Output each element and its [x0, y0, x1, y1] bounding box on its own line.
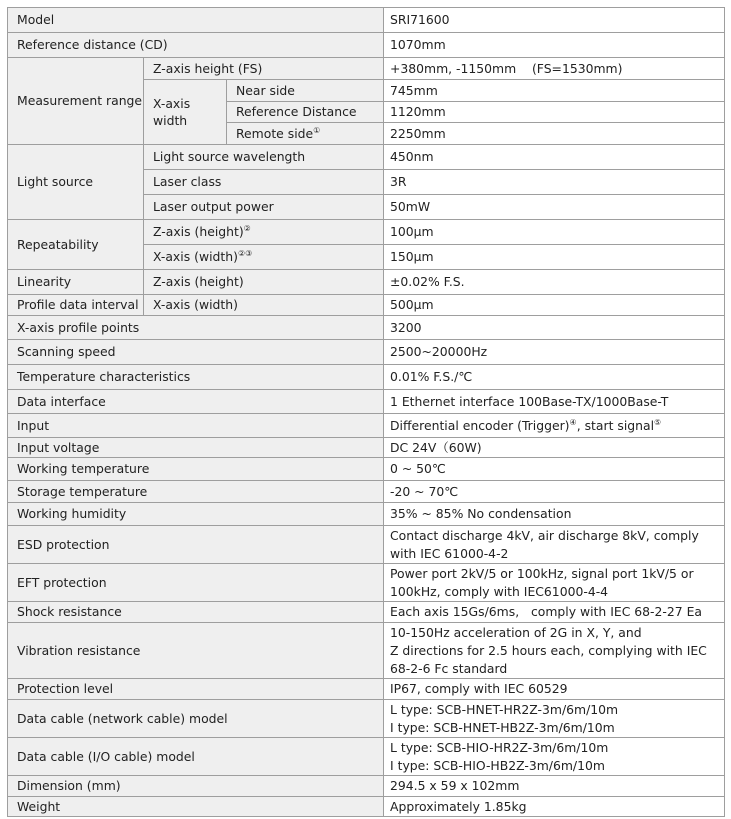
label-working-temperature: Working temperature — [8, 458, 384, 481]
value-model: SRI71600 — [384, 8, 725, 33]
footnote-marker: ②③ — [237, 248, 253, 258]
vibration-line-2: Z directions for 2.5 hours each, complying with IEC — [390, 642, 707, 658]
label-profile-interval: Profile data interval — [8, 295, 144, 316]
input-text-1: Differential encoder (Trigger) — [390, 417, 570, 433]
label-scanning-speed: Scanning speed — [8, 340, 384, 365]
label-esd-protection: ESD protection — [8, 526, 384, 564]
table-row — [8, 679, 725, 700]
label-repeatability-x — [144, 245, 384, 270]
table-row — [8, 438, 725, 458]
label-dimension: Dimension (mm) — [8, 776, 384, 797]
footnote-marker: ① — [313, 125, 321, 135]
value-laser-class: 3R — [384, 170, 725, 195]
table-row — [8, 623, 725, 679]
table-row — [8, 458, 725, 481]
table-row — [8, 33, 725, 58]
vibration-line-3: 68-2-6 Fc standard — [390, 660, 508, 676]
remote-side-text: Remote side — [236, 125, 314, 141]
value-scanning-speed: 2500~20000Hz — [384, 340, 725, 365]
table-row — [8, 503, 725, 526]
value-working-humidity: 35% ~ 85% No condensation — [384, 503, 725, 526]
value-protection-level: IP67, comply with IEC 60529 — [384, 679, 725, 700]
value-repeatability-x: 150μm — [384, 245, 725, 270]
label-network-cable: Data cable (network cable) model — [8, 700, 384, 738]
spec-table-container — [7, 7, 725, 817]
label-reference-distance: Reference distance (CD) — [8, 33, 384, 58]
label-input: Input — [8, 414, 384, 438]
table-row — [8, 481, 725, 503]
label-repeatability: Repeatability — [8, 220, 144, 270]
input-text-2: , start signal — [576, 417, 655, 433]
label-protection-level: Protection level — [8, 679, 384, 700]
value-working-temperature: 0 ~ 50℃ — [384, 458, 725, 481]
label-repeatability-z — [144, 220, 384, 245]
table-row — [8, 365, 725, 390]
table-row — [8, 145, 725, 170]
label-remote-side — [227, 123, 384, 145]
label-io-cable: Data cable (I/O cable) model — [8, 738, 384, 776]
table-row — [8, 776, 725, 797]
label-light-source: Light source — [8, 145, 144, 220]
value-io-cable — [384, 738, 725, 776]
table-row — [8, 340, 725, 365]
label-weight: Weight — [8, 797, 384, 817]
table-row — [8, 58, 725, 80]
value-weight: Approximately 1.85kg — [384, 797, 725, 817]
value-dimension: 294.5 x 59 x 102mm — [384, 776, 725, 797]
table-row — [8, 738, 725, 776]
label-x-axis-width: X-axis width — [144, 80, 227, 145]
table-row — [8, 8, 725, 33]
label-profile-interval-sub: X-axis (width) — [144, 295, 384, 316]
value-input — [384, 414, 725, 438]
value-remote-side: 2250mm — [384, 123, 725, 145]
value-shock-resistance: Each axis 15Gs/6ms, comply with IEC 68-2-27 Ea — [384, 602, 725, 623]
label-data-interface: Data interface — [8, 390, 384, 414]
label-profile-points: X-axis profile points — [8, 316, 384, 340]
repeatability-z-text: Z-axis (height) — [153, 224, 244, 239]
label-laser-class: Laser class — [144, 170, 384, 195]
footnote-marker: ② — [243, 223, 251, 233]
table-row — [8, 390, 725, 414]
value-esd-protection: Contact discharge 4kV, air discharge 8kV, comply with IEC 61000-4-2 — [384, 526, 725, 564]
label-vibration-resistance: Vibration resistance — [8, 623, 384, 679]
table-row — [8, 270, 725, 295]
io-cable-line-2: I type: SCB-HIO-HB2Z-3m/6m/10m — [390, 757, 605, 773]
vibration-line-1: 10-150Hz acceleration of 2G in X, Y, and — [390, 624, 642, 640]
table-row — [8, 220, 725, 245]
table-row — [8, 414, 725, 438]
table-row — [8, 564, 725, 602]
label-output-power: Laser output power — [144, 195, 384, 220]
value-output-power: 50mW — [384, 195, 725, 220]
value-reference-distance: 1070mm — [384, 33, 725, 58]
footnote-marker: ④ — [569, 417, 577, 427]
value-data-interface: 1 Ethernet interface 100Base-TX/1000Base-T — [384, 390, 725, 414]
label-measurement-range: Measurement range — [8, 58, 144, 145]
label-temperature-characteristics: Temperature characteristics — [8, 365, 384, 390]
value-profile-points: 3200 — [384, 316, 725, 340]
value-temperature-characteristics: 0.01% F.S./℃ — [384, 365, 725, 390]
label-eft-protection: EFT protection — [8, 564, 384, 602]
spec-table — [7, 7, 725, 817]
value-near-side: 745mm — [384, 80, 725, 102]
label-near-side: Near side — [227, 80, 384, 102]
label-linearity: Linearity — [8, 270, 144, 295]
label-z-axis-height: Z-axis height (FS) — [144, 58, 384, 80]
label-model: Model — [8, 8, 384, 33]
value-repeatability-z: 100μm — [384, 220, 725, 245]
value-storage-temperature: -20 ~ 70℃ — [384, 481, 725, 503]
value-network-cable — [384, 700, 725, 738]
table-row — [8, 295, 725, 316]
value-z-axis-height: +380mm, -1150mm (FS=1530mm) — [384, 58, 725, 80]
value-linearity: ±0.02% F.S. — [384, 270, 725, 295]
network-cable-line-2: I type: SCB-HNET-HB2Z-3m/6m/10m — [390, 719, 615, 735]
label-input-voltage: Input voltage — [8, 438, 384, 458]
table-row — [8, 526, 725, 564]
repeatability-x-text: X-axis (width) — [153, 249, 238, 264]
value-reference-distance-width: 1120mm — [384, 102, 725, 123]
label-wavelength: Light source wavelength — [144, 145, 384, 170]
value-profile-interval: 500μm — [384, 295, 725, 316]
io-cable-line-1: L type: SCB-HIO-HR2Z-3m/6m/10m — [390, 739, 609, 755]
label-working-humidity: Working humidity — [8, 503, 384, 526]
value-input-voltage: DC 24V（60W) — [384, 438, 725, 458]
footnote-marker: ⑤ — [654, 417, 662, 427]
label-linearity-sub: Z-axis (height) — [144, 270, 384, 295]
label-shock-resistance: Shock resistance — [8, 602, 384, 623]
network-cable-line-1: L type: SCB-HNET-HR2Z-3m/6m/10m — [390, 701, 619, 717]
value-wavelength: 450nm — [384, 145, 725, 170]
label-storage-temperature: Storage temperature — [8, 481, 384, 503]
value-eft-protection: Power port 2kV/5 or 100kHz, signal port 1kV/5 or 100kHz, comply with IEC61000-4-4 — [384, 564, 725, 602]
label-reference-distance-width: Reference Distance — [227, 102, 384, 123]
table-row — [8, 602, 725, 623]
table-row — [8, 316, 725, 340]
table-row — [8, 700, 725, 738]
value-vibration-resistance — [384, 623, 725, 679]
table-row — [8, 797, 725, 817]
